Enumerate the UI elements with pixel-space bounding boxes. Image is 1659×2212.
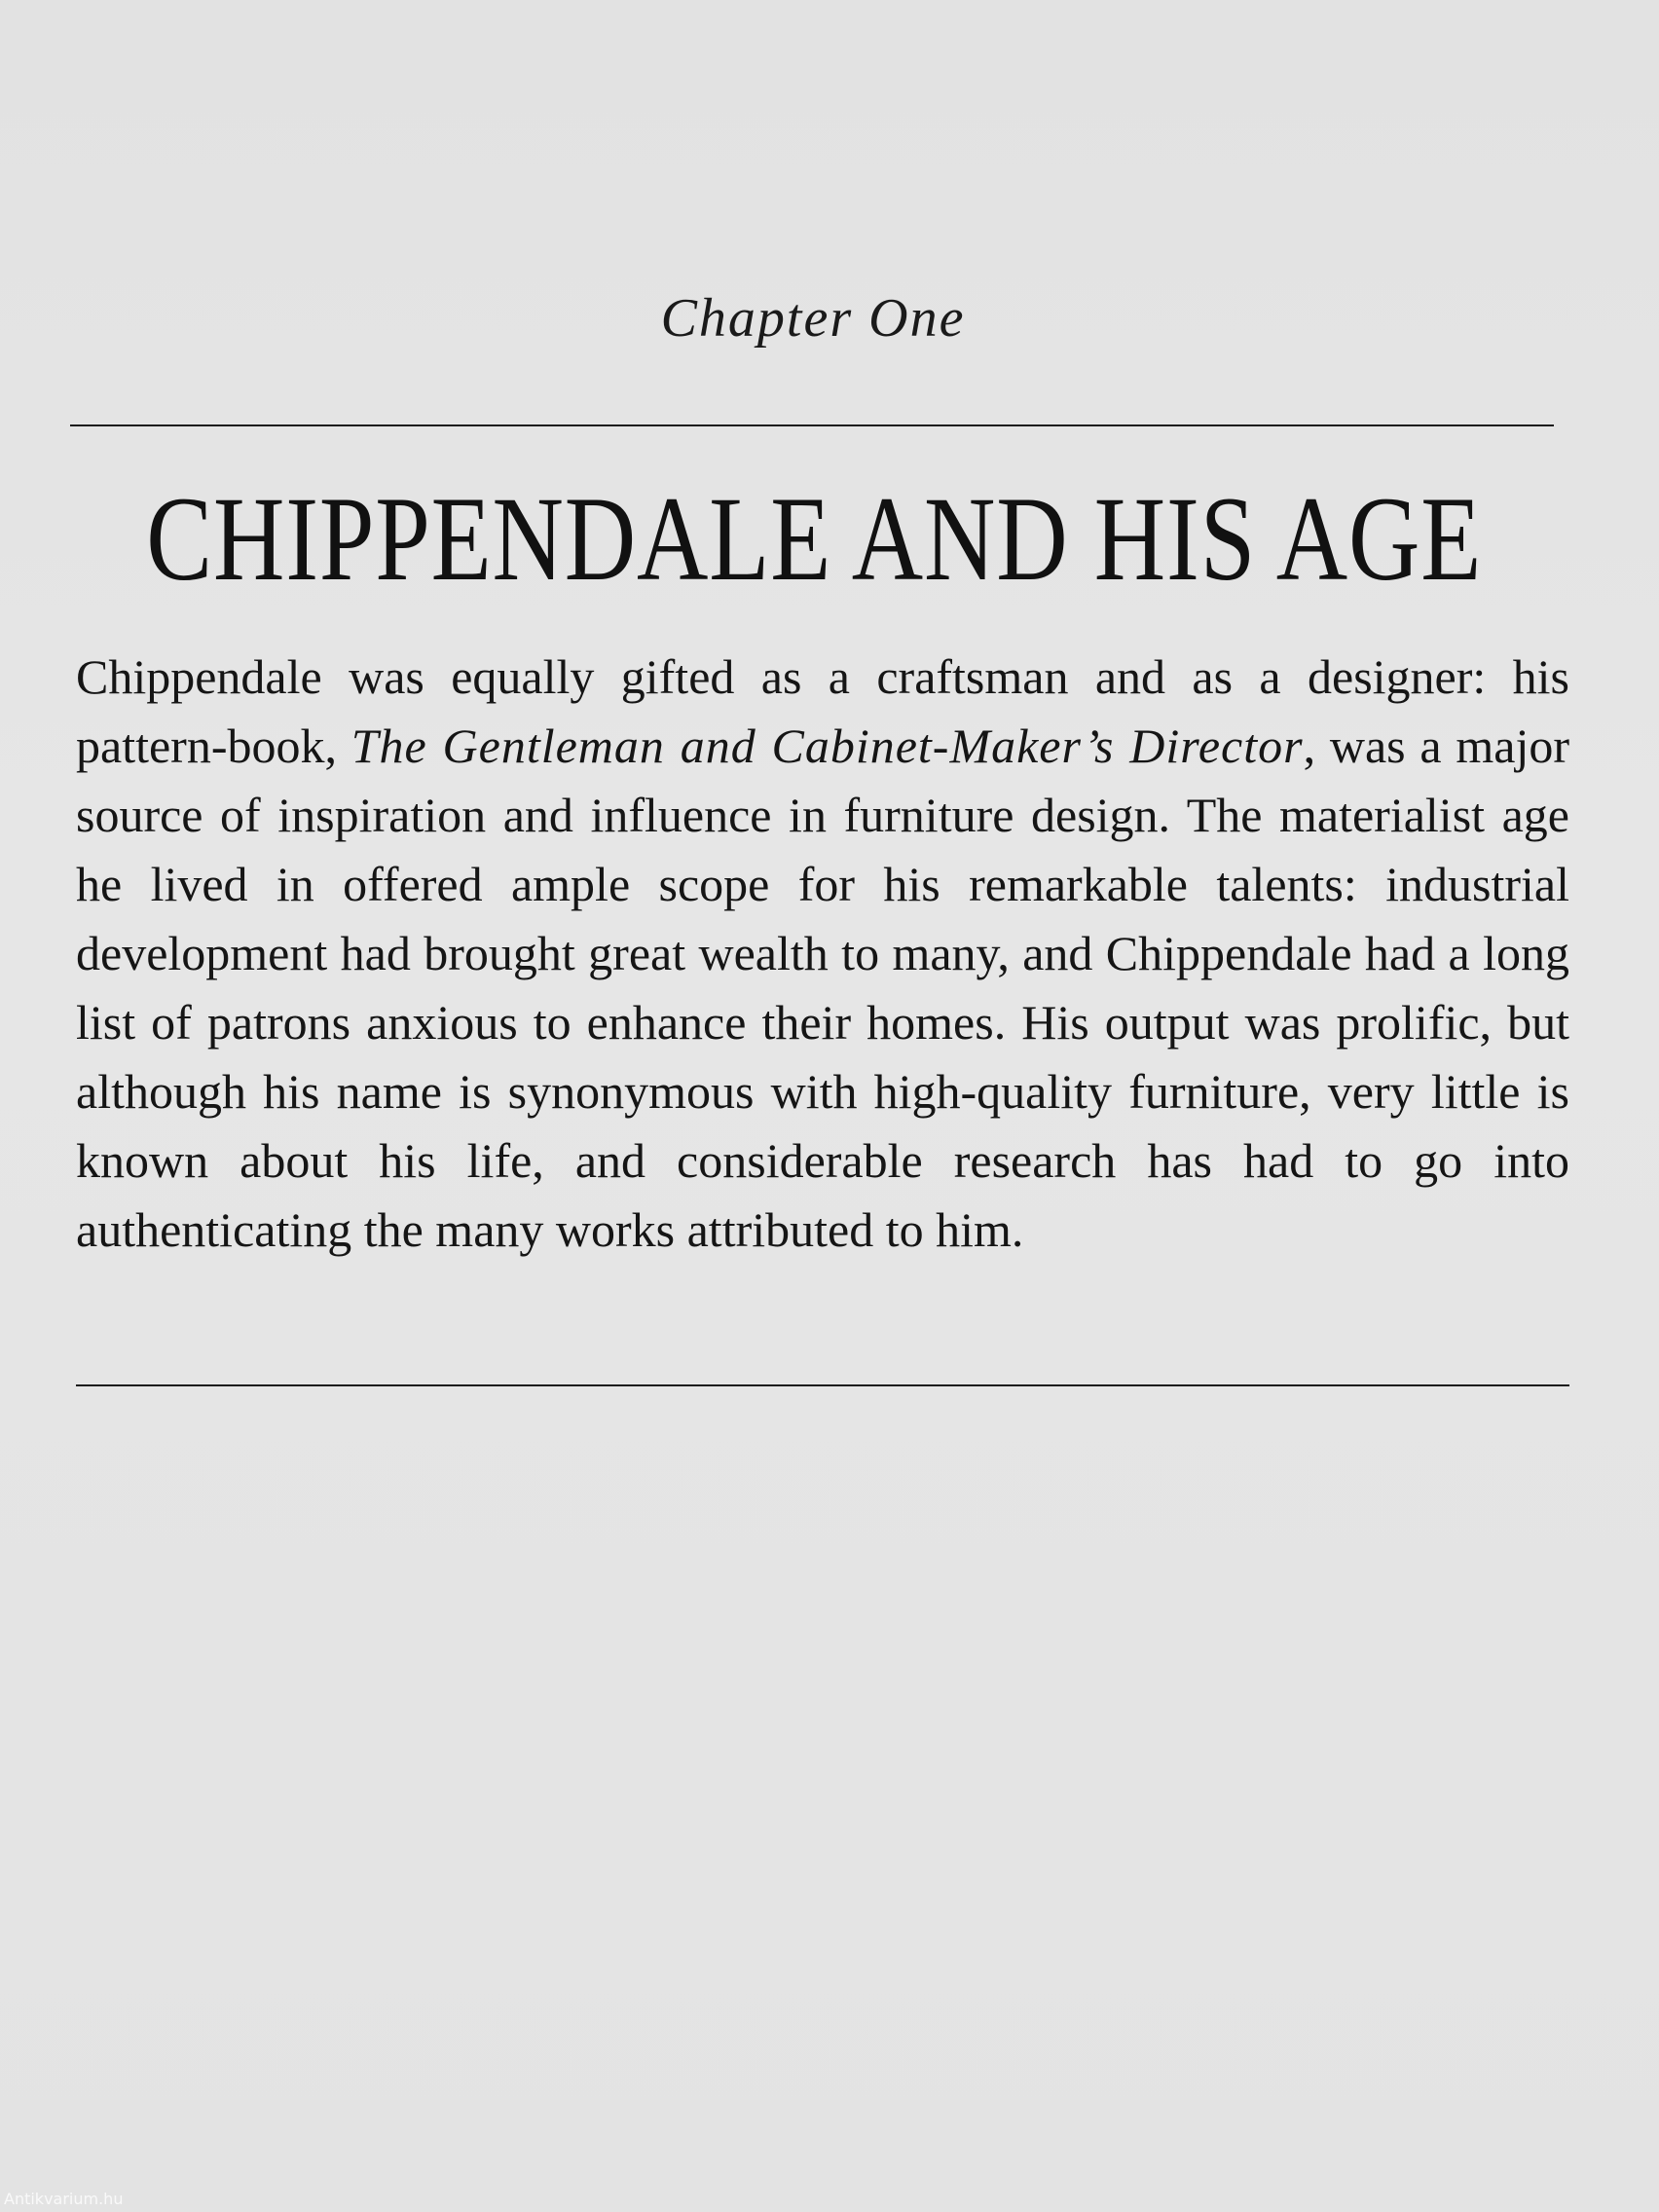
- watermark: Antikvarium.hu: [4, 2190, 124, 2208]
- book-title: The Gentleman and Cabinet-Maker’s Director: [350, 719, 1304, 773]
- intro-text-start: Chippendale was equally gifted as a craftsman and as a designer: his pattern-book,: [76, 649, 1569, 773]
- chapter-label: Chapter One: [660, 288, 966, 349]
- top-divider: [70, 424, 1554, 426]
- intro-paragraph: [76, 643, 1569, 1265]
- chapter-title: CHIPPENDALE AND HIS AGE: [146, 472, 1483, 606]
- bottom-divider: [76, 1384, 1569, 1386]
- intro-text-end: , was a major source of inspiration and influence in furniture design. The materialist age he lived in offered ample scope for his remarkable talents: industrial development had brought great wealth to many, and Chippendale had a long list of patrons anxious to enhance their homes. His output was prolific, but although his name is synonymous with high-quality furniture, very little is known about his life, and considerable research has had to go into authenticating the many works attributed to him.: [76, 719, 1569, 1257]
